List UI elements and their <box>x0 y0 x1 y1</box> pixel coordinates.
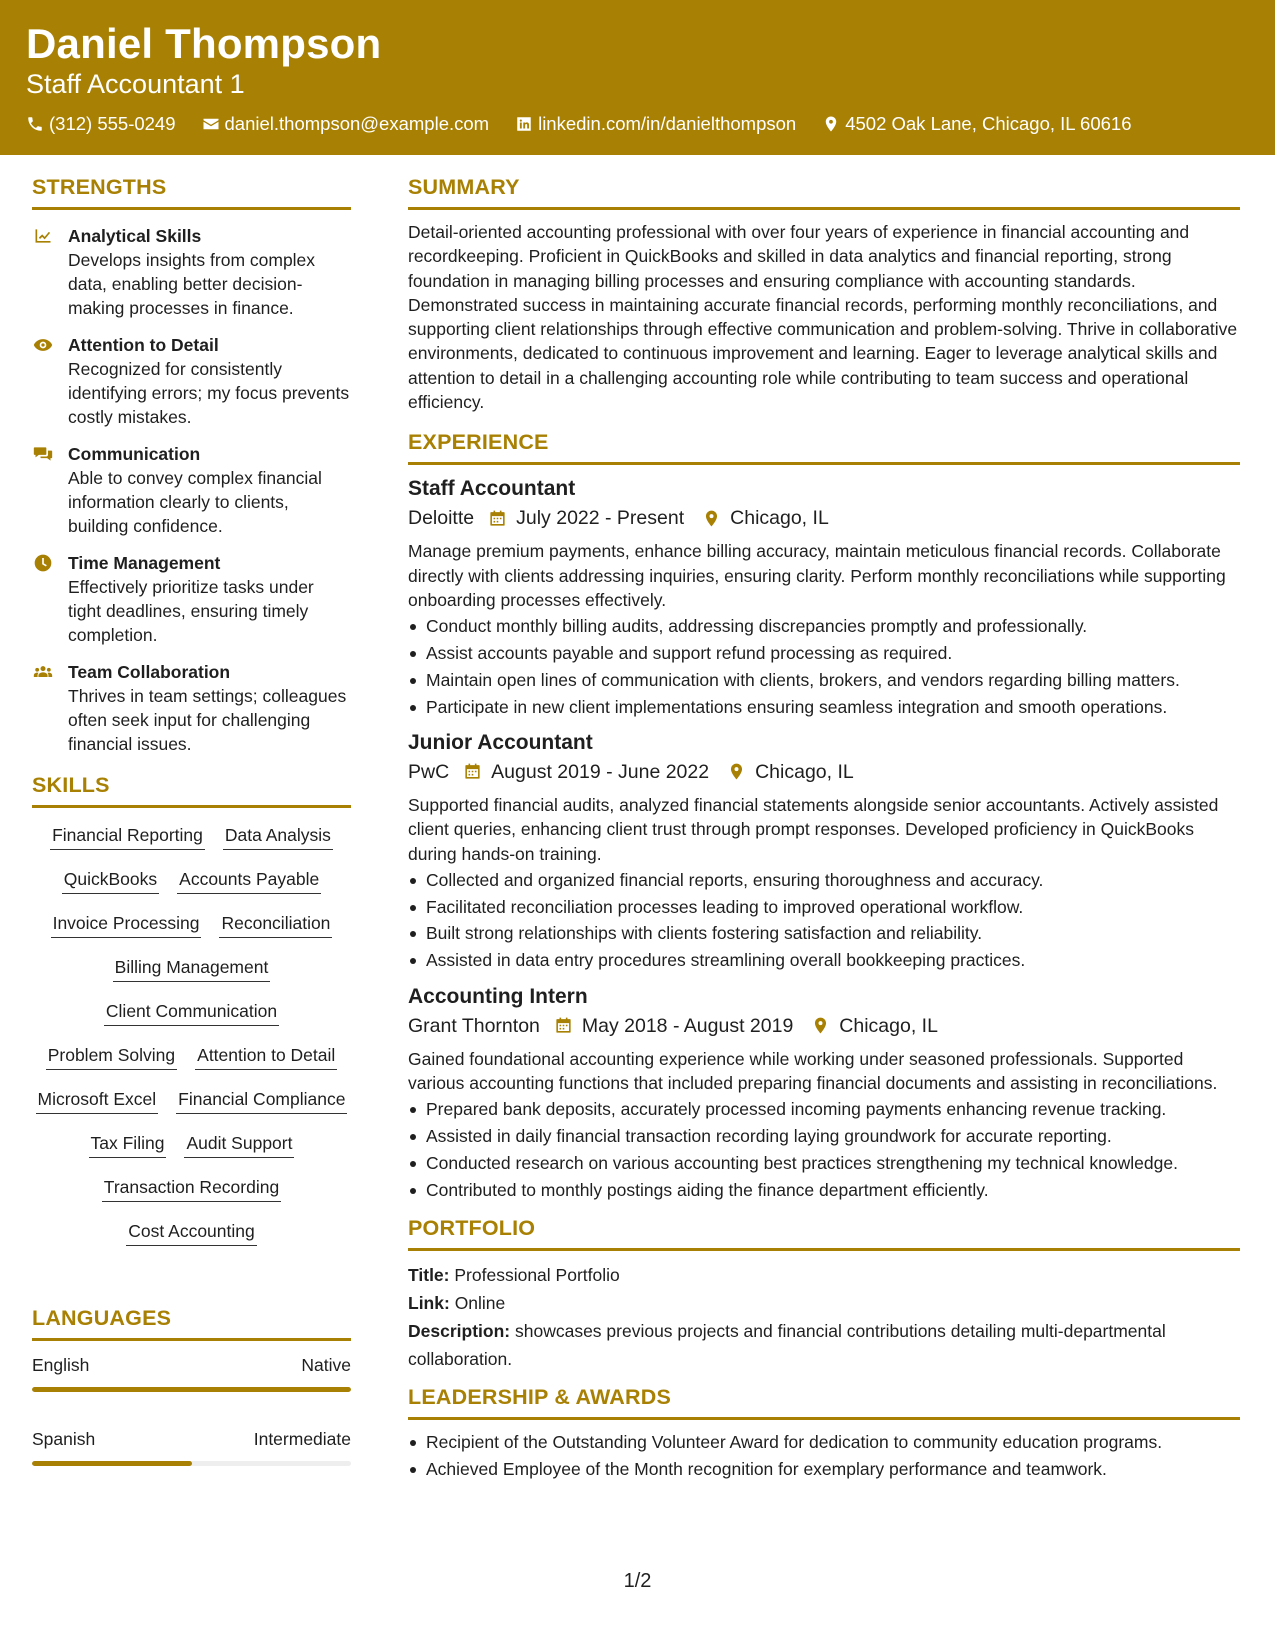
role-dates: May 2018 - August 2019 <box>581 1014 794 1037</box>
language-item <box>32 1427 351 1466</box>
experience-item <box>408 729 1240 973</box>
strength-title: Time Management <box>68 553 221 573</box>
role-title: Staff Accountant <box>408 477 576 501</box>
strength-item <box>32 333 351 429</box>
role-bullet: Collected and organized financial reports, ensuring thoroughness and accuracy. <box>408 868 1240 892</box>
strength-text: Develops insights from complex data, enabling better decision-making processes in finance. <box>68 250 316 318</box>
right-column <box>408 175 1240 1483</box>
language-proficiency-bar <box>32 1461 351 1466</box>
skill-tag: Reconciliation <box>219 910 332 938</box>
strength-text: Thrives in team settings; colleagues often seek input for challenging financial issues. <box>68 686 347 754</box>
summary-text: Detail-oriented accounting professional with over four years of experience in financial accounting and recordkeeping. Proficient in QuickBooks and skilled in data analytics and financial reporting, strong foundation in managing billing processes and ensuring compliance with accounting standards. Demonstrated success in maintaining accurate financial records, performing monthly reconciliations, and supporting client relationships through effective communication and problem-solving. Thrive in collaborative environments, dedicated to continuous improvement and learning. Eager to leverage analytical skills and attention to detail in a challenging accounting role while contributing to team success and operational efficiency. <box>408 222 1238 413</box>
role-meta <box>408 757 1240 787</box>
skill-tag: Billing Management <box>113 954 271 982</box>
envelope-icon <box>202 115 220 133</box>
role-bullet: Prepared bank deposits, accurately processed incoming payments enhancing revenue tracking. <box>408 1097 1240 1121</box>
resume-header <box>0 0 1275 155</box>
language-proficiency-fill <box>32 1461 192 1466</box>
contact-email[interactable] <box>202 113 490 135</box>
strength-item <box>32 442 351 538</box>
role-dates: July 2022 - Present <box>516 507 685 530</box>
skill-tag: Audit Support <box>184 1130 294 1158</box>
role-bullet: Assisted in data entry procedures streamlining overall bookkeeping practices. <box>408 948 1240 972</box>
map-marker-icon <box>727 762 746 781</box>
languages-list <box>32 1353 351 1466</box>
role-location: Chicago, IL <box>755 760 854 783</box>
skill-tag: Client Communication <box>104 998 279 1026</box>
language-proficiency-fill <box>32 1387 351 1392</box>
skill-tag: Tax Filing <box>89 1130 167 1158</box>
portfolio-link-value[interactable]: Online <box>454 1292 506 1313</box>
candidate-name: Daniel Thompson <box>26 20 382 67</box>
role-bullets <box>408 868 1240 973</box>
language-proficiency-bar <box>32 1387 351 1392</box>
strength-item <box>32 224 351 320</box>
map-marker-icon <box>822 115 840 133</box>
role-description: Supported financial audits, analyzed financial statements alongside senior accountants. Actively assisted client queries, enhancing client trust through prompt responses. Developed proficiency in QuickBooks during hands-on training. <box>408 794 1219 864</box>
skill-tag: Transaction Recording <box>102 1174 281 1202</box>
role-bullet: Conducted research on various accounting best practices strengthening my technical knowledge. <box>408 1151 1240 1175</box>
role-company: Grant Thornton <box>408 1014 540 1037</box>
role-dates: August 2019 - June 2022 <box>491 760 710 783</box>
portfolio-title-label: Title: <box>408 1264 450 1285</box>
strengths-heading: STRENGTHS <box>32 175 351 210</box>
language-name: English <box>32 1355 90 1375</box>
linkedin-icon <box>515 115 533 133</box>
role-meta <box>408 1011 1240 1041</box>
skill-tag: Financial Compliance <box>176 1086 347 1114</box>
skills-heading: SKILLS <box>32 773 351 808</box>
contact-linkedin-text: linkedin.com/in/danielthompson <box>538 112 797 134</box>
role-bullet: Participate in new client implementations ensuring seamless integration and smooth operations. <box>408 695 1240 719</box>
experience-list <box>408 475 1240 1201</box>
languages-heading: LANGUAGES <box>32 1306 351 1341</box>
calendar-icon <box>463 762 482 781</box>
summary-heading: SUMMARY <box>408 175 1240 210</box>
language-level: Intermediate <box>253 1429 351 1449</box>
role-bullet: Maintain open lines of communication with clients, brokers, and vendors regarding billing matters. <box>408 668 1240 692</box>
role-bullets <box>408 614 1240 719</box>
skill-tag: Accounts Payable <box>177 866 321 894</box>
users-icon <box>32 662 54 682</box>
strength-title: Team Collaboration <box>68 662 231 682</box>
skill-tag: QuickBooks <box>62 866 159 894</box>
leadership-item: Achieved Employee of the Month recognition for exemplary performance and teamwork. <box>408 1457 1240 1481</box>
strengths-list <box>32 224 351 756</box>
skill-tag: Attention to Detail <box>195 1042 337 1070</box>
contact-email-text: daniel.thompson@example.com <box>224 112 490 134</box>
role-bullet: Facilitated reconciliation processes leading to improved operational workflow. <box>408 895 1240 919</box>
skill-tag: Microsoft Excel <box>36 1086 159 1114</box>
calendar-icon <box>554 1016 573 1035</box>
role-bullets <box>408 1097 1240 1202</box>
contact-phone[interactable] <box>26 113 176 135</box>
role-location: Chicago, IL <box>839 1014 938 1037</box>
language-level: Native <box>301 1355 351 1375</box>
portfolio-title-line <box>408 1261 1240 1289</box>
portfolio-block <box>408 1261 1240 1373</box>
contact-address <box>822 113 1131 135</box>
leadership-item: Recipient of the Outstanding Volunteer Award for dedication to community education programs. <box>408 1430 1240 1454</box>
portfolio-desc-line <box>408 1317 1240 1373</box>
portfolio-heading: PORTFOLIO <box>408 1216 1240 1251</box>
role-description: Manage premium payments, enhance billing accuracy, maintain meticulous financial records. Collaborate directly with clients addressing inquiries, ensuring clarity. Perform monthly reconciliations while supporting onboarding processes effectively. <box>408 541 1226 610</box>
language-item <box>32 1353 351 1392</box>
portfolio-link-line <box>408 1289 1240 1317</box>
language-name: Spanish <box>32 1429 96 1449</box>
portfolio-link-label: Link: <box>408 1292 450 1313</box>
contact-phone-text: (312) 555-0249 <box>49 112 176 134</box>
role-meta <box>408 503 1240 533</box>
role-bullet: Assisted in daily financial transaction recording laying groundwork for accurate reporting. <box>408 1124 1240 1148</box>
experience-item <box>408 983 1240 1202</box>
contact-linkedin[interactable] <box>515 113 796 135</box>
strength-text: Recognized for consistently identifying errors; my focus prevents costly mistakes. <box>68 359 350 427</box>
experience-heading: EXPERIENCE <box>408 430 1240 465</box>
chart-line-icon <box>32 226 54 246</box>
experience-item <box>408 475 1240 719</box>
skill-tag: Data Analysis <box>223 822 333 850</box>
role-title: Accounting Intern <box>408 984 588 1008</box>
role-company: Deloitte <box>408 507 475 530</box>
map-marker-icon <box>702 509 721 528</box>
contact-address-text: 4502 Oak Lane, Chicago, IL 60616 <box>845 112 1132 134</box>
contact-bar <box>26 113 1249 135</box>
skill-tag: Financial Reporting <box>50 822 205 850</box>
strength-title: Communication <box>68 444 201 464</box>
role-bullet: Contributed to monthly postings aiding the finance department efficiently. <box>408 1178 1240 1202</box>
clock-icon <box>32 553 54 573</box>
role-title: Junior Accountant <box>408 730 593 754</box>
comments-icon <box>32 444 54 464</box>
strength-item <box>32 551 351 647</box>
role-bullet: Conduct monthly billing audits, addressing discrepancies promptly and professionally. <box>408 614 1240 638</box>
map-marker-icon <box>811 1016 830 1035</box>
leadership-list <box>408 1430 1240 1481</box>
portfolio-desc-label: Description: <box>408 1320 511 1341</box>
strength-item <box>32 660 351 756</box>
role-bullet: Built strong relationships with clients fostering satisfaction and reliability. <box>408 921 1240 945</box>
portfolio-title-value: Professional Portfolio <box>454 1264 620 1285</box>
candidate-title: Staff Accountant 1 <box>26 69 245 100</box>
role-bullet: Assist accounts payable and support refund processing as required. <box>408 641 1240 665</box>
left-column <box>32 175 351 1501</box>
skills-list <box>32 822 351 1262</box>
role-description: Gained foundational accounting experience while working under seasoned professionals. Supported various accounting functions that included preparing financial documents and assisting in reconciliations. <box>408 1048 1218 1093</box>
eye-icon <box>32 335 54 355</box>
calendar-icon <box>488 509 507 528</box>
skill-tag: Problem Solving <box>46 1042 177 1070</box>
strength-text: Effectively prioritize tasks under tight deadlines, ensuring timely completion. <box>68 577 314 645</box>
skill-tag: Invoice Processing <box>51 910 202 938</box>
role-location: Chicago, IL <box>730 507 829 530</box>
strength-title: Analytical Skills <box>68 226 202 246</box>
leadership-heading: LEADERSHIP & AWARDS <box>408 1385 1240 1420</box>
strength-text: Able to convey complex financial information clearly to clients, building confidence. <box>68 468 322 536</box>
skill-tag: Cost Accounting <box>126 1218 256 1246</box>
strength-title: Attention to Detail <box>68 335 219 355</box>
role-company: PwC <box>408 760 450 783</box>
portfolio-desc-value: showcases previous projects and financial contributions detailing multi-departmental collaboration. <box>408 1320 1166 1369</box>
page-number: 1/2 <box>623 1570 652 1592</box>
phone-icon <box>26 115 44 133</box>
